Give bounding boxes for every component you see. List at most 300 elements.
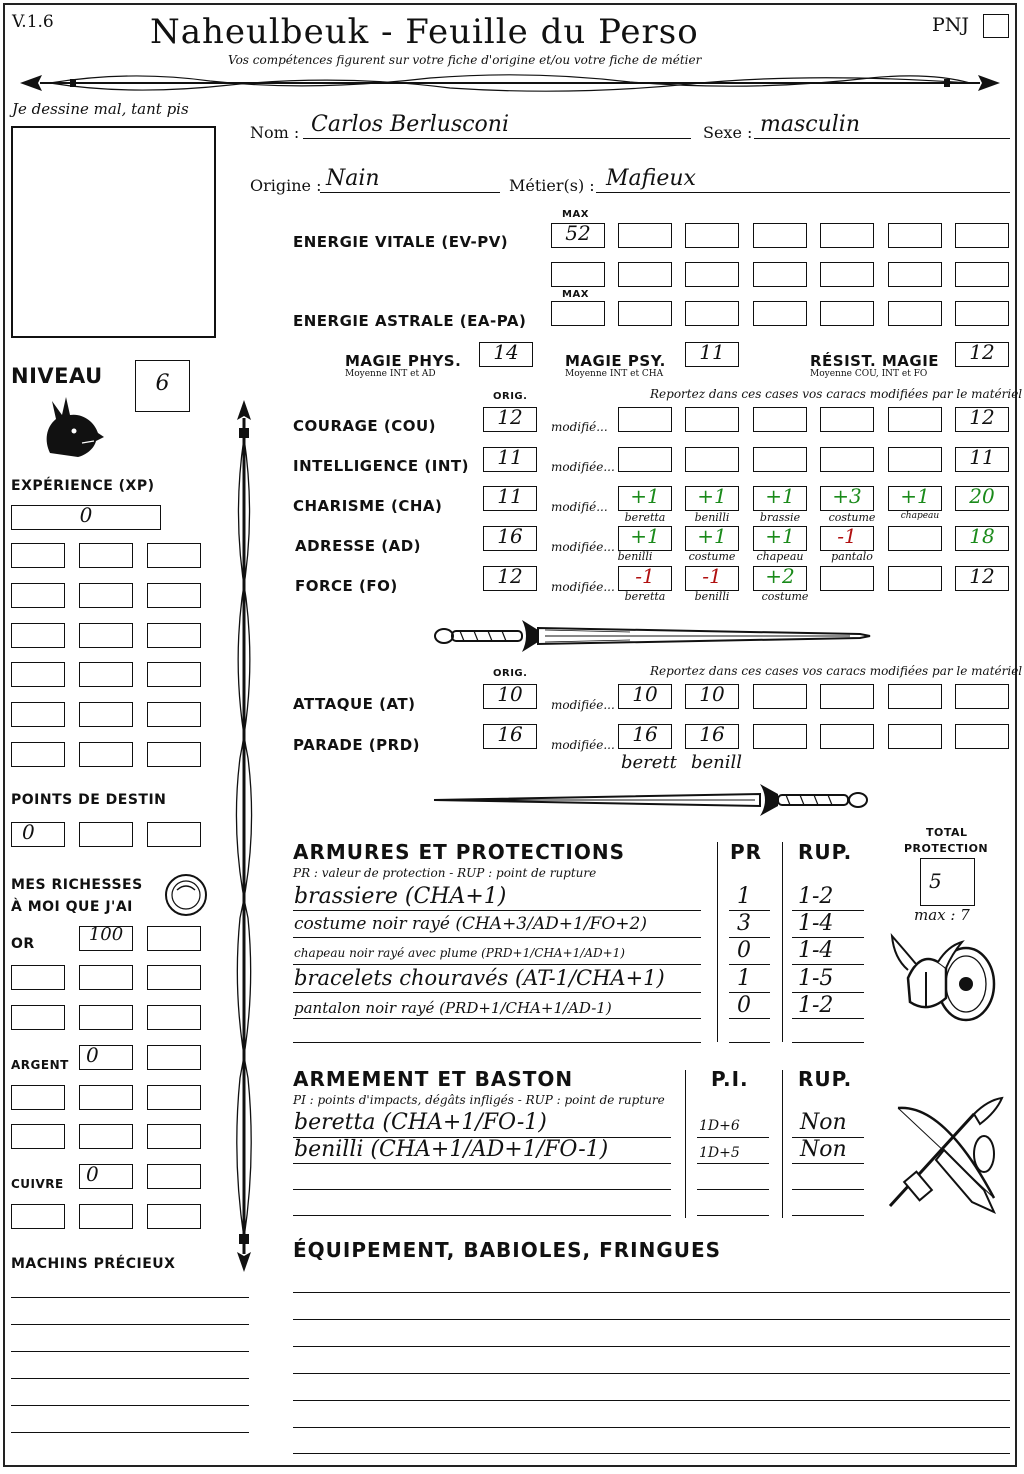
mod-value: -1	[702, 564, 722, 588]
total-protection-label: TOTAL	[926, 826, 968, 839]
or-box[interactable]	[147, 1005, 201, 1030]
intelligence-mod-box[interactable]	[685, 447, 739, 472]
force-label: FORCE (FO)	[295, 577, 398, 595]
magie-psy-value: 11	[699, 340, 725, 364]
pr-line[interactable]	[729, 1042, 770, 1043]
ev-max-value: 52	[565, 221, 591, 245]
column-divider	[782, 1070, 783, 1218]
armor-rup: 1-4	[798, 938, 834, 963]
ev-box[interactable]	[955, 262, 1009, 287]
charisme-final-value: 20	[969, 484, 995, 508]
writing-line[interactable]	[11, 1351, 249, 1352]
combat-orig-label: ORIG.	[493, 668, 528, 679]
pi-line[interactable]	[697, 1137, 769, 1138]
modif-label: modifiée...	[551, 738, 615, 752]
armor-pr: 0	[737, 993, 751, 1018]
argent-box[interactable]	[147, 1085, 201, 1110]
equipment-line[interactable]	[293, 1453, 1010, 1454]
or-box[interactable]	[79, 926, 133, 951]
rup-header-2: RUP.	[798, 1067, 853, 1091]
combat-report-note: Reportez dans ces cases vos caracs modifiées par le matériel	[650, 664, 1023, 678]
armor-line[interactable]	[293, 1042, 701, 1043]
magie-phys-label: MAGIE PHYS.	[345, 352, 462, 370]
cuivre-box[interactable]	[147, 1204, 201, 1229]
origine-label: Origine :	[250, 176, 322, 195]
machins-precieux-label: MACHINS PRÉCIEUX	[11, 1256, 176, 1272]
rup-line[interactable]	[792, 1018, 864, 1019]
armor-line[interactable]	[293, 910, 701, 911]
argent-box[interactable]	[79, 1045, 133, 1070]
crossed-weapons-icon	[884, 1094, 1010, 1218]
attaque-mod-box[interactable]	[888, 684, 942, 709]
mod-value: +2	[765, 564, 795, 588]
xp-box[interactable]	[147, 662, 201, 687]
xp-box[interactable]	[147, 583, 201, 608]
destin-box[interactable]	[11, 822, 65, 847]
mod-caption: chapeau	[756, 550, 804, 563]
sexe-value: masculin	[760, 112, 860, 137]
experience-box[interactable]	[11, 505, 161, 530]
charisme-mod-box[interactable]	[820, 486, 874, 511]
sexe-field[interactable]	[754, 112, 1010, 139]
spear-divider-icon	[10, 66, 1010, 100]
weapon-name: beretta (CHA+1/FO-1)	[294, 1110, 547, 1135]
mod-caption: benilli	[694, 511, 730, 524]
adresse-final-box[interactable]	[955, 526, 1009, 551]
armor-pr: 0	[737, 938, 751, 963]
parade-mod-box[interactable]	[888, 724, 942, 749]
coin-icon	[163, 872, 209, 918]
portrait-box[interactable]	[11, 126, 216, 338]
parade-caption: benill	[691, 752, 743, 773]
xp-box[interactable]	[147, 543, 201, 568]
attaque-mod-box[interactable]	[618, 684, 672, 709]
armor-line[interactable]	[293, 937, 701, 938]
courage-final-box[interactable]	[955, 407, 1009, 432]
destin-box[interactable]	[147, 822, 201, 847]
courage-orig-value: 12	[497, 405, 523, 429]
rup-line[interactable]	[792, 1163, 864, 1164]
armor-rup: 1-2	[798, 884, 834, 909]
armor-rup: 1-5	[798, 966, 834, 991]
cuivre-box[interactable]	[147, 1164, 201, 1189]
richesses-label-2: À MOI QUE J'AI	[11, 899, 133, 915]
armor-line[interactable]	[293, 964, 701, 965]
writing-line[interactable]	[11, 1378, 249, 1379]
xp-box[interactable]	[147, 742, 201, 767]
intelligence-mod-box[interactable]	[820, 447, 874, 472]
ea-box[interactable]	[753, 301, 807, 326]
xp-box[interactable]	[147, 702, 201, 727]
mod-value: +1	[630, 524, 660, 548]
armor-line[interactable]	[293, 992, 701, 993]
ev-box[interactable]	[685, 262, 739, 287]
adresse-mod-box[interactable]	[888, 526, 942, 551]
modif-label: modifiée...	[551, 460, 615, 474]
parade-mod-value: 16	[632, 722, 658, 746]
mod-value: +1	[697, 524, 727, 548]
mod-caption: beretta	[624, 511, 666, 524]
pnj-checkbox[interactable]	[983, 14, 1009, 38]
force-orig-value: 12	[497, 564, 523, 588]
ea-label: ENERGIE ASTRALE (EA-PA)	[293, 312, 527, 330]
nom-value: Carlos Berlusconi	[311, 112, 509, 137]
ev-label: ENERGIE VITALE (EV-PV)	[293, 233, 509, 251]
column-divider	[782, 842, 783, 1042]
helmet-shield-icon	[888, 928, 1000, 1036]
attaque-mod-box[interactable]	[753, 684, 807, 709]
force-mod-box[interactable]	[888, 566, 942, 591]
cuivre-box[interactable]	[79, 1204, 133, 1229]
attaque-mod-box[interactable]	[820, 684, 874, 709]
charisme-orig-box[interactable]	[483, 486, 537, 511]
argent-box[interactable]	[147, 1045, 201, 1070]
charisme-label: CHARISME (CHA)	[293, 497, 443, 515]
intelligence-mod-box[interactable]	[888, 447, 942, 472]
resist-magie-note: Moyenne COU, INT et FO	[810, 369, 928, 379]
equipment-line[interactable]	[293, 1319, 1010, 1320]
weapon-pi: 1D+6	[699, 1118, 740, 1134]
or-box[interactable]	[79, 1005, 133, 1030]
sexe-label: Sexe :	[703, 123, 753, 142]
argent-box[interactable]	[11, 1085, 65, 1110]
pnj-label: PNJ	[932, 14, 970, 36]
sword-icon	[430, 612, 875, 656]
ea-box[interactable]	[888, 301, 942, 326]
equipement-title: ÉQUIPEMENT, BABIOLES, FRINGUES	[293, 1238, 722, 1262]
dragon-head-icon	[38, 393, 106, 463]
origine-field[interactable]	[320, 166, 500, 193]
weapon-name: benilli (CHA+1/AD+1/FO-1)	[294, 1137, 609, 1162]
xp-box[interactable]	[79, 623, 133, 648]
experience-label: EXPÉRIENCE (XP)	[11, 478, 155, 494]
ev-box[interactable]	[820, 223, 874, 248]
armor-line[interactable]	[293, 1018, 701, 1019]
courage-label: COURAGE (COU)	[293, 417, 437, 435]
metier-label: Métier(s) :	[509, 176, 595, 195]
resist-magie-value: 12	[969, 340, 995, 364]
attaque-mod-value: 10	[699, 682, 725, 706]
force-final-value: 12	[969, 564, 995, 588]
parade-mod-box[interactable]	[753, 724, 807, 749]
rup-line[interactable]	[792, 964, 864, 965]
xp-box[interactable]	[11, 583, 65, 608]
or-value: 100	[88, 924, 124, 945]
adresse-orig-value: 16	[497, 524, 523, 548]
mod-caption: chapeau	[900, 511, 940, 521]
ea-max-label: MAX	[562, 289, 589, 300]
xp-box[interactable]	[79, 662, 133, 687]
intelligence-mod-box[interactable]	[618, 447, 672, 472]
richesses-label: MES RICHESSES	[11, 877, 143, 893]
carac-report-note: Reportez dans ces cases vos caracs modifiées par le matériel	[650, 387, 1023, 401]
pr-header: PR	[730, 840, 763, 864]
pr-line[interactable]	[729, 1018, 770, 1019]
parade-label: PARADE (PRD)	[293, 736, 421, 754]
attaque-orig-value: 10	[497, 682, 523, 706]
armor-rup: 1-4	[798, 911, 834, 936]
pr-line[interactable]	[729, 964, 770, 965]
intelligence-orig-value: 11	[497, 445, 523, 469]
column-divider	[717, 842, 718, 1042]
adresse-mod-box[interactable]	[753, 526, 807, 551]
ev-box[interactable]	[618, 262, 672, 287]
armor-name: chapeau noir rayé avec plume (PRD+1/CHA+1/AD+1)	[294, 946, 625, 960]
xp-box[interactable]	[79, 543, 133, 568]
argent-label: ARGENT	[11, 1058, 69, 1072]
ea-box[interactable]	[685, 301, 739, 326]
armures-title: ARMURES ET PROTECTIONS	[293, 840, 625, 864]
column-divider	[685, 1070, 686, 1218]
attaque-mod-box[interactable]	[955, 684, 1009, 709]
intelligence-label: INTELLIGENCE (INT)	[293, 457, 469, 475]
attaque-orig-box[interactable]	[483, 684, 537, 709]
parade-mod-box[interactable]	[618, 724, 672, 749]
ev-box[interactable]	[618, 223, 672, 248]
xp-box[interactable]	[147, 623, 201, 648]
mod-caption: benilli	[694, 590, 730, 603]
xp-box[interactable]	[11, 543, 65, 568]
intelligence-orig-box[interactable]	[483, 447, 537, 472]
total-protection-value: 5	[929, 869, 942, 893]
adresse-orig-box[interactable]	[483, 526, 537, 551]
charisme-final-box[interactable]	[955, 486, 1009, 511]
mod-caption: costume	[828, 511, 876, 524]
destin-label: POINTS DE DESTIN	[11, 792, 167, 808]
charisme-mod-box[interactable]	[618, 486, 672, 511]
total-protection-box[interactable]	[920, 858, 975, 906]
ev-box[interactable]	[551, 262, 605, 287]
rup-line[interactable]	[792, 1042, 864, 1043]
charisme-mod-box[interactable]	[685, 486, 739, 511]
modif-label: modifiée...	[551, 698, 615, 712]
sword-icon	[430, 778, 875, 822]
equipment-line[interactable]	[293, 1427, 1010, 1428]
armor-pr: 3	[737, 911, 751, 936]
or-box[interactable]	[147, 965, 201, 990]
ea-box[interactable]	[820, 301, 874, 326]
armement-title: ARMEMENT ET BASTON	[293, 1067, 574, 1091]
argent-box[interactable]	[11, 1124, 65, 1149]
xp-box[interactable]	[79, 742, 133, 767]
ea-box[interactable]	[618, 301, 672, 326]
courage-mod-box[interactable]	[685, 407, 739, 432]
adresse-mod-box[interactable]	[618, 526, 672, 551]
force-mod-box[interactable]	[618, 566, 672, 591]
armor-pr: 1	[737, 884, 751, 909]
ev-box[interactable]	[955, 223, 1009, 248]
mod-caption: pantalo	[831, 550, 873, 563]
armor-name: brassiere (CHA+1)	[294, 884, 507, 909]
equipment-line[interactable]	[293, 1292, 1010, 1293]
intelligence-final-value: 11	[969, 445, 995, 469]
experience-value: 0	[79, 503, 93, 527]
ea-box[interactable]	[955, 301, 1009, 326]
destin-box[interactable]	[79, 822, 133, 847]
mod-value: -1	[635, 564, 655, 588]
charisme-mod-box[interactable]	[753, 486, 807, 511]
total-protection-label-2: PROTECTION	[904, 842, 989, 855]
adresse-mod-box[interactable]	[820, 526, 874, 551]
or-box[interactable]	[147, 926, 201, 951]
weapon-rup: Non	[800, 1137, 847, 1162]
argent-box[interactable]	[79, 1124, 133, 1149]
ea-max-box[interactable]	[551, 301, 605, 326]
max-protection-note: max : 7	[914, 906, 970, 924]
mod-value: +1	[765, 524, 795, 548]
metier-field[interactable]	[596, 166, 1010, 193]
mod-value: +1	[630, 484, 660, 508]
cuivre-label: CUIVRE	[11, 1177, 64, 1191]
modif-label: modifiée...	[551, 580, 615, 594]
metier-value: Mafieux	[606, 166, 696, 191]
charisme-orig-value: 11	[497, 484, 523, 508]
mod-caption: beretta	[624, 590, 666, 603]
argent-value: 0	[86, 1043, 99, 1067]
cuivre-box[interactable]	[11, 1204, 65, 1229]
ev-box[interactable]	[753, 223, 807, 248]
courage-mod-box[interactable]	[820, 407, 874, 432]
armor-rup: 1-2	[798, 993, 834, 1018]
spear-vertical-icon	[226, 398, 262, 1274]
intelligence-mod-box[interactable]	[753, 447, 807, 472]
subtitle: Vos compétences figurent sur votre fiche d'origine et/ou votre fiche de métier	[228, 53, 702, 67]
writing-line[interactable]	[11, 1324, 249, 1325]
ev-box[interactable]	[888, 262, 942, 287]
mod-caption: costume	[688, 550, 736, 563]
parade-orig-value: 16	[497, 722, 523, 746]
niveau-box[interactable]	[135, 360, 190, 412]
pi-line[interactable]	[697, 1163, 769, 1164]
writing-line[interactable]	[11, 1297, 249, 1298]
pi-line[interactable]	[697, 1215, 769, 1216]
or-box[interactable]	[11, 1005, 65, 1030]
courage-mod-box[interactable]	[888, 407, 942, 432]
xp-box[interactable]	[79, 702, 133, 727]
writing-line[interactable]	[11, 1432, 249, 1433]
nom-label: Nom :	[250, 123, 300, 142]
weapon-rup: Non	[800, 1110, 847, 1135]
mod-value: +1	[765, 484, 795, 508]
rup-header: RUP.	[798, 840, 853, 864]
parade-mod-box[interactable]	[820, 724, 874, 749]
equipment-line[interactable]	[293, 1373, 1010, 1374]
weapon-line[interactable]	[293, 1215, 671, 1216]
carac-orig-label: ORIG.	[493, 391, 528, 402]
argent-box[interactable]	[79, 1085, 133, 1110]
niveau-value: 6	[155, 371, 170, 396]
argent-box[interactable]	[147, 1124, 201, 1149]
xp-box[interactable]	[11, 742, 65, 767]
cuivre-box[interactable]	[79, 1164, 133, 1189]
or-label: OR	[11, 936, 35, 952]
version-label: V.1.6	[12, 12, 54, 32]
attaque-mod-value: 10	[632, 682, 658, 706]
courage-final-value: 12	[969, 405, 995, 429]
or-box[interactable]	[11, 965, 65, 990]
attaque-mod-box[interactable]	[685, 684, 739, 709]
parade-mod-box[interactable]	[685, 724, 739, 749]
equipment-line[interactable]	[293, 1400, 1010, 1401]
mod-value: -1	[837, 524, 857, 548]
ev-box[interactable]	[888, 223, 942, 248]
force-mod-box[interactable]	[753, 566, 807, 591]
modif-label: modifié...	[551, 420, 608, 434]
weapon-pi: 1D+5	[699, 1145, 740, 1161]
writing-line[interactable]	[11, 1405, 249, 1406]
armor-pr: 1	[737, 966, 751, 991]
armures-note: PR : valeur de protection - RUP : point de rupture	[293, 866, 597, 880]
origine-value: Nain	[326, 166, 380, 191]
mod-caption: costume	[761, 590, 809, 603]
xp-box[interactable]	[11, 662, 65, 687]
pi-line[interactable]	[697, 1189, 769, 1190]
sheet-title: Naheulbeuk - Feuille du Perso	[150, 12, 699, 52]
magie-phys-note: Moyenne INT et AD	[345, 369, 436, 379]
ev-box[interactable]	[685, 223, 739, 248]
pi-header: P.I.	[711, 1067, 749, 1091]
magie-psy-box[interactable]	[685, 342, 739, 367]
magie-psy-note: Moyenne INT et CHA	[565, 369, 664, 379]
force-mod-box[interactable]	[820, 566, 874, 591]
adresse-label: ADRESSE (AD)	[295, 537, 422, 555]
ev-box[interactable]	[820, 262, 874, 287]
armor-name: costume noir rayé (CHA+3/AD+1/FO+2)	[294, 914, 647, 934]
charisme-mod-box[interactable]	[888, 486, 942, 511]
weapon-line[interactable]	[293, 1189, 671, 1190]
ev-max-label: MAX	[562, 209, 589, 220]
mod-value: +1	[697, 484, 727, 508]
armement-note: PI : points d'impacts, dégâts infligés - RUP : point de rupture	[293, 1093, 665, 1107]
intelligence-final-box[interactable]	[955, 447, 1009, 472]
resist-magie-label: RÉSIST. MAGIE	[810, 352, 940, 370]
courage-mod-box[interactable]	[618, 407, 672, 432]
magie-psy-label: MAGIE PSY.	[565, 352, 666, 370]
adresse-mod-box[interactable]	[685, 526, 739, 551]
weapon-line[interactable]	[293, 1163, 671, 1164]
ev-box[interactable]	[753, 262, 807, 287]
ev-max-box[interactable]	[551, 223, 605, 248]
portrait-label: Je dessine mal, tant pis	[12, 100, 189, 118]
courage-mod-box[interactable]	[753, 407, 807, 432]
adresse-final-value: 18	[969, 524, 995, 548]
niveau-label: NIVEAU	[11, 364, 103, 388]
xp-box[interactable]	[11, 623, 65, 648]
xp-box[interactable]	[11, 702, 65, 727]
parade-orig-box[interactable]	[483, 724, 537, 749]
force-final-box[interactable]	[955, 566, 1009, 591]
or-box[interactable]	[79, 965, 133, 990]
equipment-line[interactable]	[293, 1346, 1010, 1347]
parade-mod-box[interactable]	[955, 724, 1009, 749]
magie-phys-box[interactable]	[479, 342, 533, 367]
parade-mod-value: 16	[699, 722, 725, 746]
mod-caption: benilli	[617, 550, 653, 563]
modif-label: modifiée...	[551, 540, 615, 554]
force-mod-box[interactable]	[685, 566, 739, 591]
mod-value: +3	[832, 484, 862, 508]
armor-name: bracelets chouravés (AT-1/CHA+1)	[294, 966, 665, 990]
mod-value: +1	[900, 484, 930, 508]
xp-box[interactable]	[79, 583, 133, 608]
courage-orig-box[interactable]	[483, 407, 537, 432]
rup-line[interactable]	[792, 1189, 864, 1190]
magie-phys-value: 14	[493, 340, 519, 364]
nom-field[interactable]	[303, 112, 691, 139]
rup-line[interactable]	[792, 1215, 864, 1216]
force-orig-box[interactable]	[483, 566, 537, 591]
resist-magie-box[interactable]	[955, 342, 1009, 367]
